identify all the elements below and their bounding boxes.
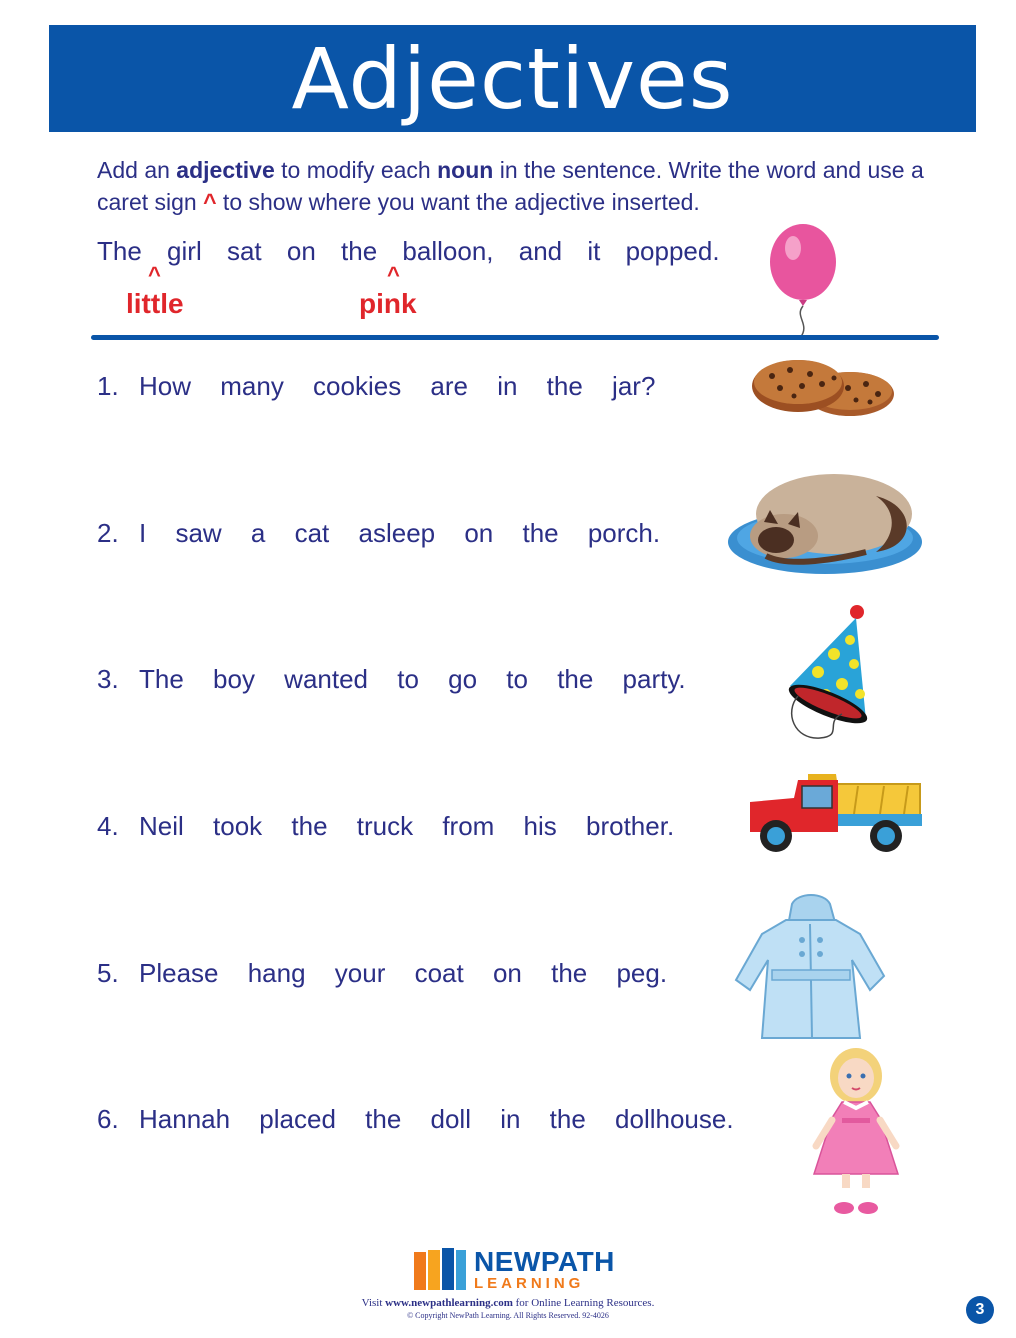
question-number: 1. (97, 371, 119, 401)
question-number: 6. (97, 1104, 119, 1134)
instructions-text: Add an (97, 157, 177, 183)
question-number: 2. (97, 518, 119, 548)
question-text: How many cookies are in the jar? (139, 371, 656, 401)
example-adjective-pink: pink (359, 288, 417, 319)
example-adjective-little: little (126, 288, 184, 319)
question-number: 3. (97, 664, 119, 694)
question-text: Hannah placed the doll in the dollhouse. (139, 1104, 734, 1134)
truck-image (746, 768, 922, 858)
question-text: I saw a cat asleep on the porch. (139, 518, 661, 548)
example-word: sat (226, 236, 262, 266)
example-word: popped. (625, 236, 720, 266)
caret-symbol: ^ (203, 189, 217, 215)
question-6 (97, 1104, 734, 1135)
website-link[interactable]: www.newpathlearning.com (385, 1297, 513, 1309)
instructions-text: in the sentence. Write the word and use a caret sign (97, 157, 924, 215)
cookies-image (750, 354, 896, 420)
example-word: girl (167, 236, 202, 266)
party-hat-image (784, 602, 874, 742)
example-word: it (587, 236, 601, 266)
example-word: balloon, (402, 236, 494, 266)
example-word: the (341, 236, 378, 266)
instructions-text: to modify each (274, 157, 438, 183)
question-text: Neil took the truck from his brother. (139, 811, 675, 841)
title-banner (49, 25, 976, 132)
example-sentence (97, 236, 738, 267)
example-caret: ^ (387, 262, 400, 287)
question-4 (97, 811, 674, 842)
logo-learning-text: LEARNING (474, 1274, 585, 1292)
example-word: on (286, 236, 316, 266)
question-text: The boy wanted to go to the party. (139, 664, 686, 694)
instructions-text: to show where you want the adjective inserted. (216, 189, 700, 215)
copyright: © Copyright NewPath Learning. All Rights Reserved. 92-4026 (407, 1311, 609, 1320)
page-number: 3 (966, 1296, 994, 1324)
logo-brand-name: NEWPATH (474, 1245, 615, 1277)
balloon-image (766, 222, 842, 340)
example-word: The (97, 236, 142, 266)
question-text: Please hang your coat on the peg. (139, 958, 668, 988)
visit-text: for Online Learning Resources. (512, 1297, 655, 1309)
cat-image (726, 466, 924, 576)
coat-image (732, 890, 890, 1044)
question-number: 4. (97, 811, 119, 841)
question-number: 5. (97, 958, 119, 988)
question-5 (97, 958, 667, 989)
doll-image (806, 1046, 906, 1222)
visit-text: Visit (361, 1297, 386, 1309)
question-1 (97, 371, 655, 402)
example-word: and (518, 236, 563, 266)
question-2 (97, 518, 660, 549)
book-logo-icon (412, 1246, 468, 1292)
instructions (97, 154, 937, 218)
adjective-term: adjective (176, 157, 275, 183)
newpath-logo[interactable] (412, 1246, 615, 1292)
section-divider (91, 335, 939, 340)
page-title: Adjectives (291, 29, 734, 128)
noun-term: noun (437, 157, 494, 183)
example-caret: ^ (148, 262, 161, 287)
question-3 (97, 664, 686, 695)
visit-line (0, 1297, 1016, 1309)
